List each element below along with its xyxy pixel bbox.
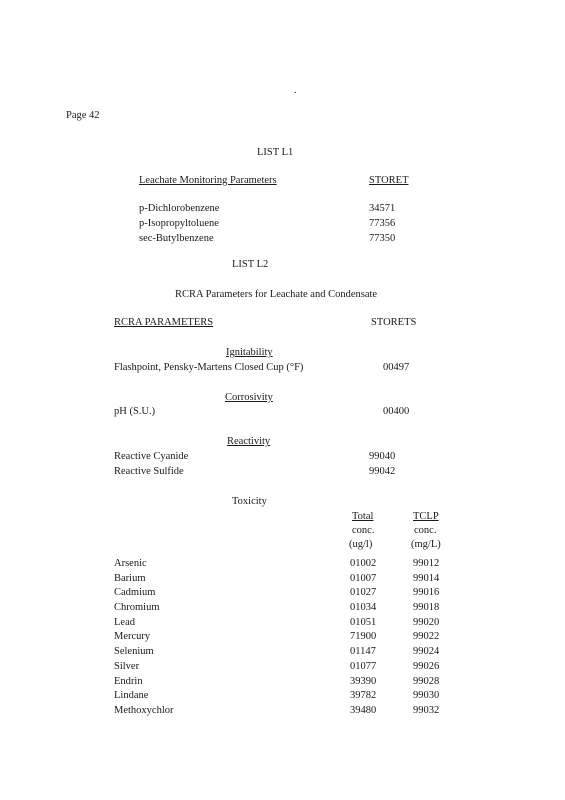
toxicity-row-name: Cadmium [114, 587, 156, 598]
list-l1-title: LIST L1 [257, 147, 294, 158]
list-l1-row-code: 34571 [369, 203, 396, 214]
list-l1-header-right: STORET [369, 175, 409, 186]
toxicity-row-name: Barium [114, 573, 146, 584]
toxicity-row-name: Silver [114, 661, 140, 672]
ignitability-heading: Ignitability [226, 347, 273, 358]
list-l1-row-name: p-Isopropyltoluene [139, 218, 219, 229]
toxicity-row-name: Lead [114, 617, 135, 628]
reactivity-row-code: 99042 [369, 466, 396, 477]
toxicity-row-name: Methoxychlor [114, 705, 174, 716]
toxicity-row-total: 01147 [350, 646, 376, 657]
toxicity-row-total: 01007 [350, 573, 377, 584]
toxicity-row-tclp: 99014 [413, 573, 440, 584]
toxicity-col-total-line2: conc. [352, 525, 375, 536]
page-label: Page 42 [66, 110, 100, 121]
toxicity-heading: Toxicity [232, 496, 267, 507]
toxicity-row-tclp: 99020 [413, 617, 440, 628]
reactivity-heading: Reactivity [227, 436, 271, 447]
reactivity-row-name: Reactive Sulfide [114, 466, 184, 477]
toxicity-row-total: 01034 [350, 602, 377, 613]
toxicity-col-tclp-line3: (mg/L) [411, 539, 441, 550]
toxicity-row-total: 39782 [350, 690, 377, 701]
top-mark: . [294, 85, 297, 96]
toxicity-row-total: 01051 [350, 617, 377, 628]
toxicity-row-tclp: 99026 [413, 661, 440, 672]
toxicity-row-tclp: 99028 [413, 676, 440, 687]
list-l2-header-right: STORETS [371, 317, 417, 328]
corrosivity-row-name: pH (S.U.) [114, 406, 156, 417]
list-l1-row-name: p-Dichlorobenzene [139, 203, 220, 214]
toxicity-col-total-line1: Total [352, 511, 374, 522]
toxicity-row-name: Endrin [114, 676, 143, 687]
toxicity-row-total: 01077 [350, 661, 377, 672]
list-l2-title: LIST L2 [232, 259, 269, 270]
toxicity-row-name: Selenium [114, 646, 154, 657]
list-l2-header-left: RCRA PARAMETERS [114, 317, 214, 328]
toxicity-row-total: 39480 [350, 705, 377, 716]
toxicity-row-tclp: 99016 [413, 587, 440, 598]
toxicity-row-tclp: 99022 [413, 631, 440, 642]
toxicity-row-tclp: 99018 [413, 602, 440, 613]
list-l1-row-code: 77350 [369, 233, 396, 244]
list-l1-row-name: sec-Butylbenzene [139, 233, 214, 244]
reactivity-row-code: 99040 [369, 451, 396, 462]
toxicity-col-tclp-line2: conc. [414, 525, 437, 536]
toxicity-row-tclp: 99012 [413, 558, 440, 569]
toxicity-row-tclp: 99030 [413, 690, 440, 701]
toxicity-row-tclp: 99032 [413, 705, 440, 716]
toxicity-row-total: 39390 [350, 676, 377, 687]
toxicity-row-name: Mercury [114, 631, 151, 642]
toxicity-row-total: 01002 [350, 558, 377, 569]
toxicity-row-total: 01027 [350, 587, 377, 598]
corrosivity-row-code: 00400 [383, 406, 410, 417]
reactivity-row-name: Reactive Cyanide [114, 451, 189, 462]
toxicity-row-total: 71900 [350, 631, 377, 642]
toxicity-row-name: Lindane [114, 690, 149, 701]
list-l1-header-left: Leachate Monitoring Parameters [139, 175, 277, 186]
toxicity-row-name: Chromium [114, 602, 160, 613]
ignitability-row-code: 00497 [383, 362, 410, 373]
toxicity-row-name: Arsenic [114, 558, 147, 569]
toxicity-row-tclp: 99024 [413, 646, 440, 657]
ignitability-row-name: Flashpoint, Pensky-Martens Closed Cup (°F) [114, 362, 304, 373]
toxicity-col-tclp-line1: TCLP [413, 511, 439, 522]
toxicity-col-total-line3: (ug/l) [349, 539, 373, 550]
list-l1-row-code: 77356 [369, 218, 396, 229]
corrosivity-heading: Corrosivity [225, 392, 273, 403]
list-l2-subtitle: RCRA Parameters for Leachate and Condensate [175, 289, 378, 300]
